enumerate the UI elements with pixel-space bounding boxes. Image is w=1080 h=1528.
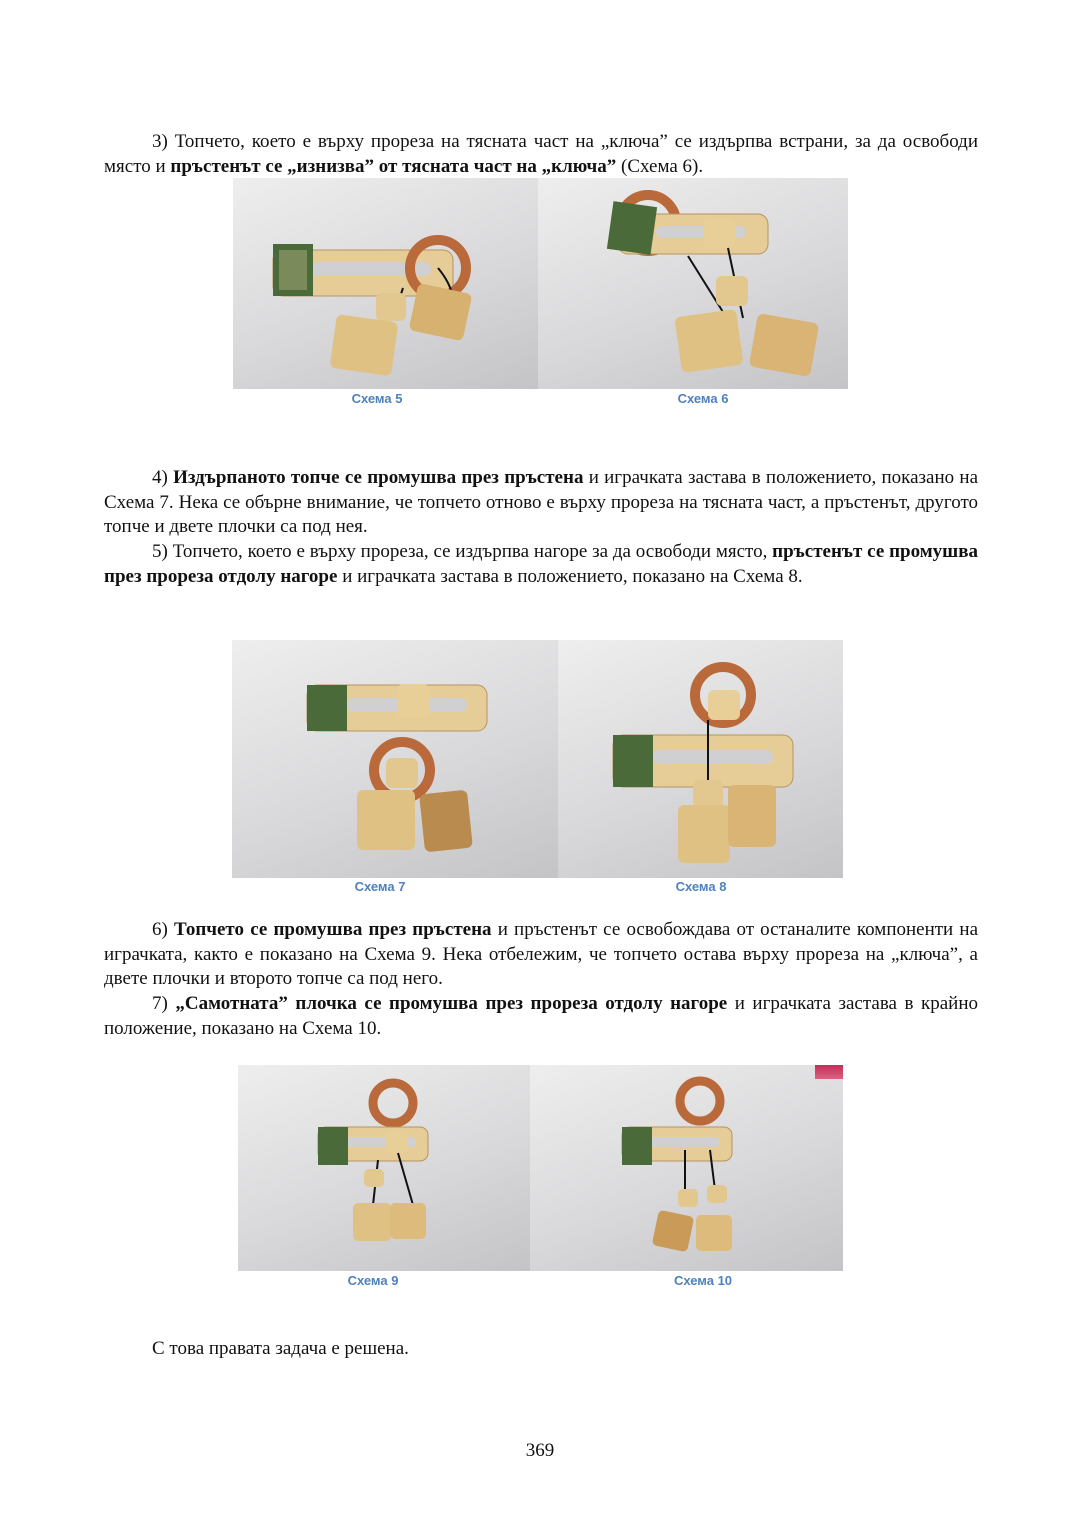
text: и пръстенът се освобождава от останалите компоненти на играчката, както е показано на Схема 9. Нека отбележим, че топчето остава върху прореза на „ключа”, а двете плочки и второто топче са под него. bbox=[104, 919, 979, 989]
bold-text: пръстенът се „изнизва” от тясната част на „ключа” bbox=[170, 155, 617, 177]
bold-text: Топчето се промушва през пръстена bbox=[174, 919, 492, 940]
photo-edge-decoration bbox=[815, 1065, 843, 1079]
toy-photo-image bbox=[233, 178, 538, 389]
bold-text: пръстенът се промушва през прореза отдолу нагоре bbox=[104, 541, 978, 587]
photo-scheme-5 bbox=[233, 178, 538, 389]
photo-scheme-10 bbox=[530, 1065, 843, 1271]
toy-photo-image bbox=[530, 1065, 843, 1271]
page-number: 369 bbox=[525, 1440, 555, 1461]
caption-scheme-7: Схема 7 bbox=[354, 879, 406, 894]
caption-scheme-5: Схема 5 bbox=[351, 391, 403, 406]
text: 6) bbox=[152, 919, 175, 940]
toy-photo-image bbox=[232, 640, 558, 878]
caption-scheme-9: Схема 9 bbox=[347, 1273, 399, 1288]
photo-scheme-7 bbox=[232, 640, 558, 878]
photo-scheme-8 bbox=[558, 640, 843, 878]
text: и играчката застава в положението, показано на Схема 8. bbox=[337, 565, 803, 587]
toy-photo-image bbox=[238, 1065, 530, 1271]
paragraph-step-5 bbox=[104, 540, 978, 589]
photo-scheme-9 bbox=[238, 1065, 530, 1271]
text: (Схема 6). bbox=[616, 155, 704, 177]
caption-scheme-8: Схема 8 bbox=[675, 879, 727, 894]
photo-scheme-6 bbox=[538, 178, 848, 389]
paragraph-step-7 bbox=[104, 992, 978, 1041]
paragraph-step-3 bbox=[104, 130, 978, 179]
text: 3) Топчето, което е върху прореза на тясната част на „ключа” се издърпва встрани, за да освободи място и bbox=[104, 131, 978, 177]
text: С това правата задача е решена. bbox=[152, 1338, 409, 1359]
toy-photo-image bbox=[558, 640, 843, 878]
toy-photo-image bbox=[538, 178, 848, 389]
paragraph-conclusion bbox=[104, 1337, 978, 1362]
text: 5) Топчето, което е върху прореза, се издърпва нагоре за да освободи място, bbox=[152, 541, 773, 562]
caption-scheme-10: Схема 10 bbox=[673, 1273, 733, 1288]
bold-text: „Самотната” плочка се промушва през прореза отдолу нагоре bbox=[175, 993, 728, 1014]
paragraph-step-4 bbox=[104, 466, 978, 540]
text: 4) bbox=[152, 467, 174, 488]
text: и играчката застава в крайно положение, показано на Схема 10. bbox=[104, 993, 979, 1039]
text: и играчката застава в положението, показано на Схема 7. Нека се обърне внимание, че топчето отново е върху прореза на тясната част, а пръстенът, другото топче и двете плочки са под нея. bbox=[104, 467, 979, 537]
text: 7) bbox=[152, 993, 176, 1014]
paragraph-step-6 bbox=[104, 918, 978, 992]
bold-text: Издърпаното топче се промушва през пръстена bbox=[173, 467, 584, 488]
caption-scheme-6: Схема 6 bbox=[677, 391, 729, 406]
